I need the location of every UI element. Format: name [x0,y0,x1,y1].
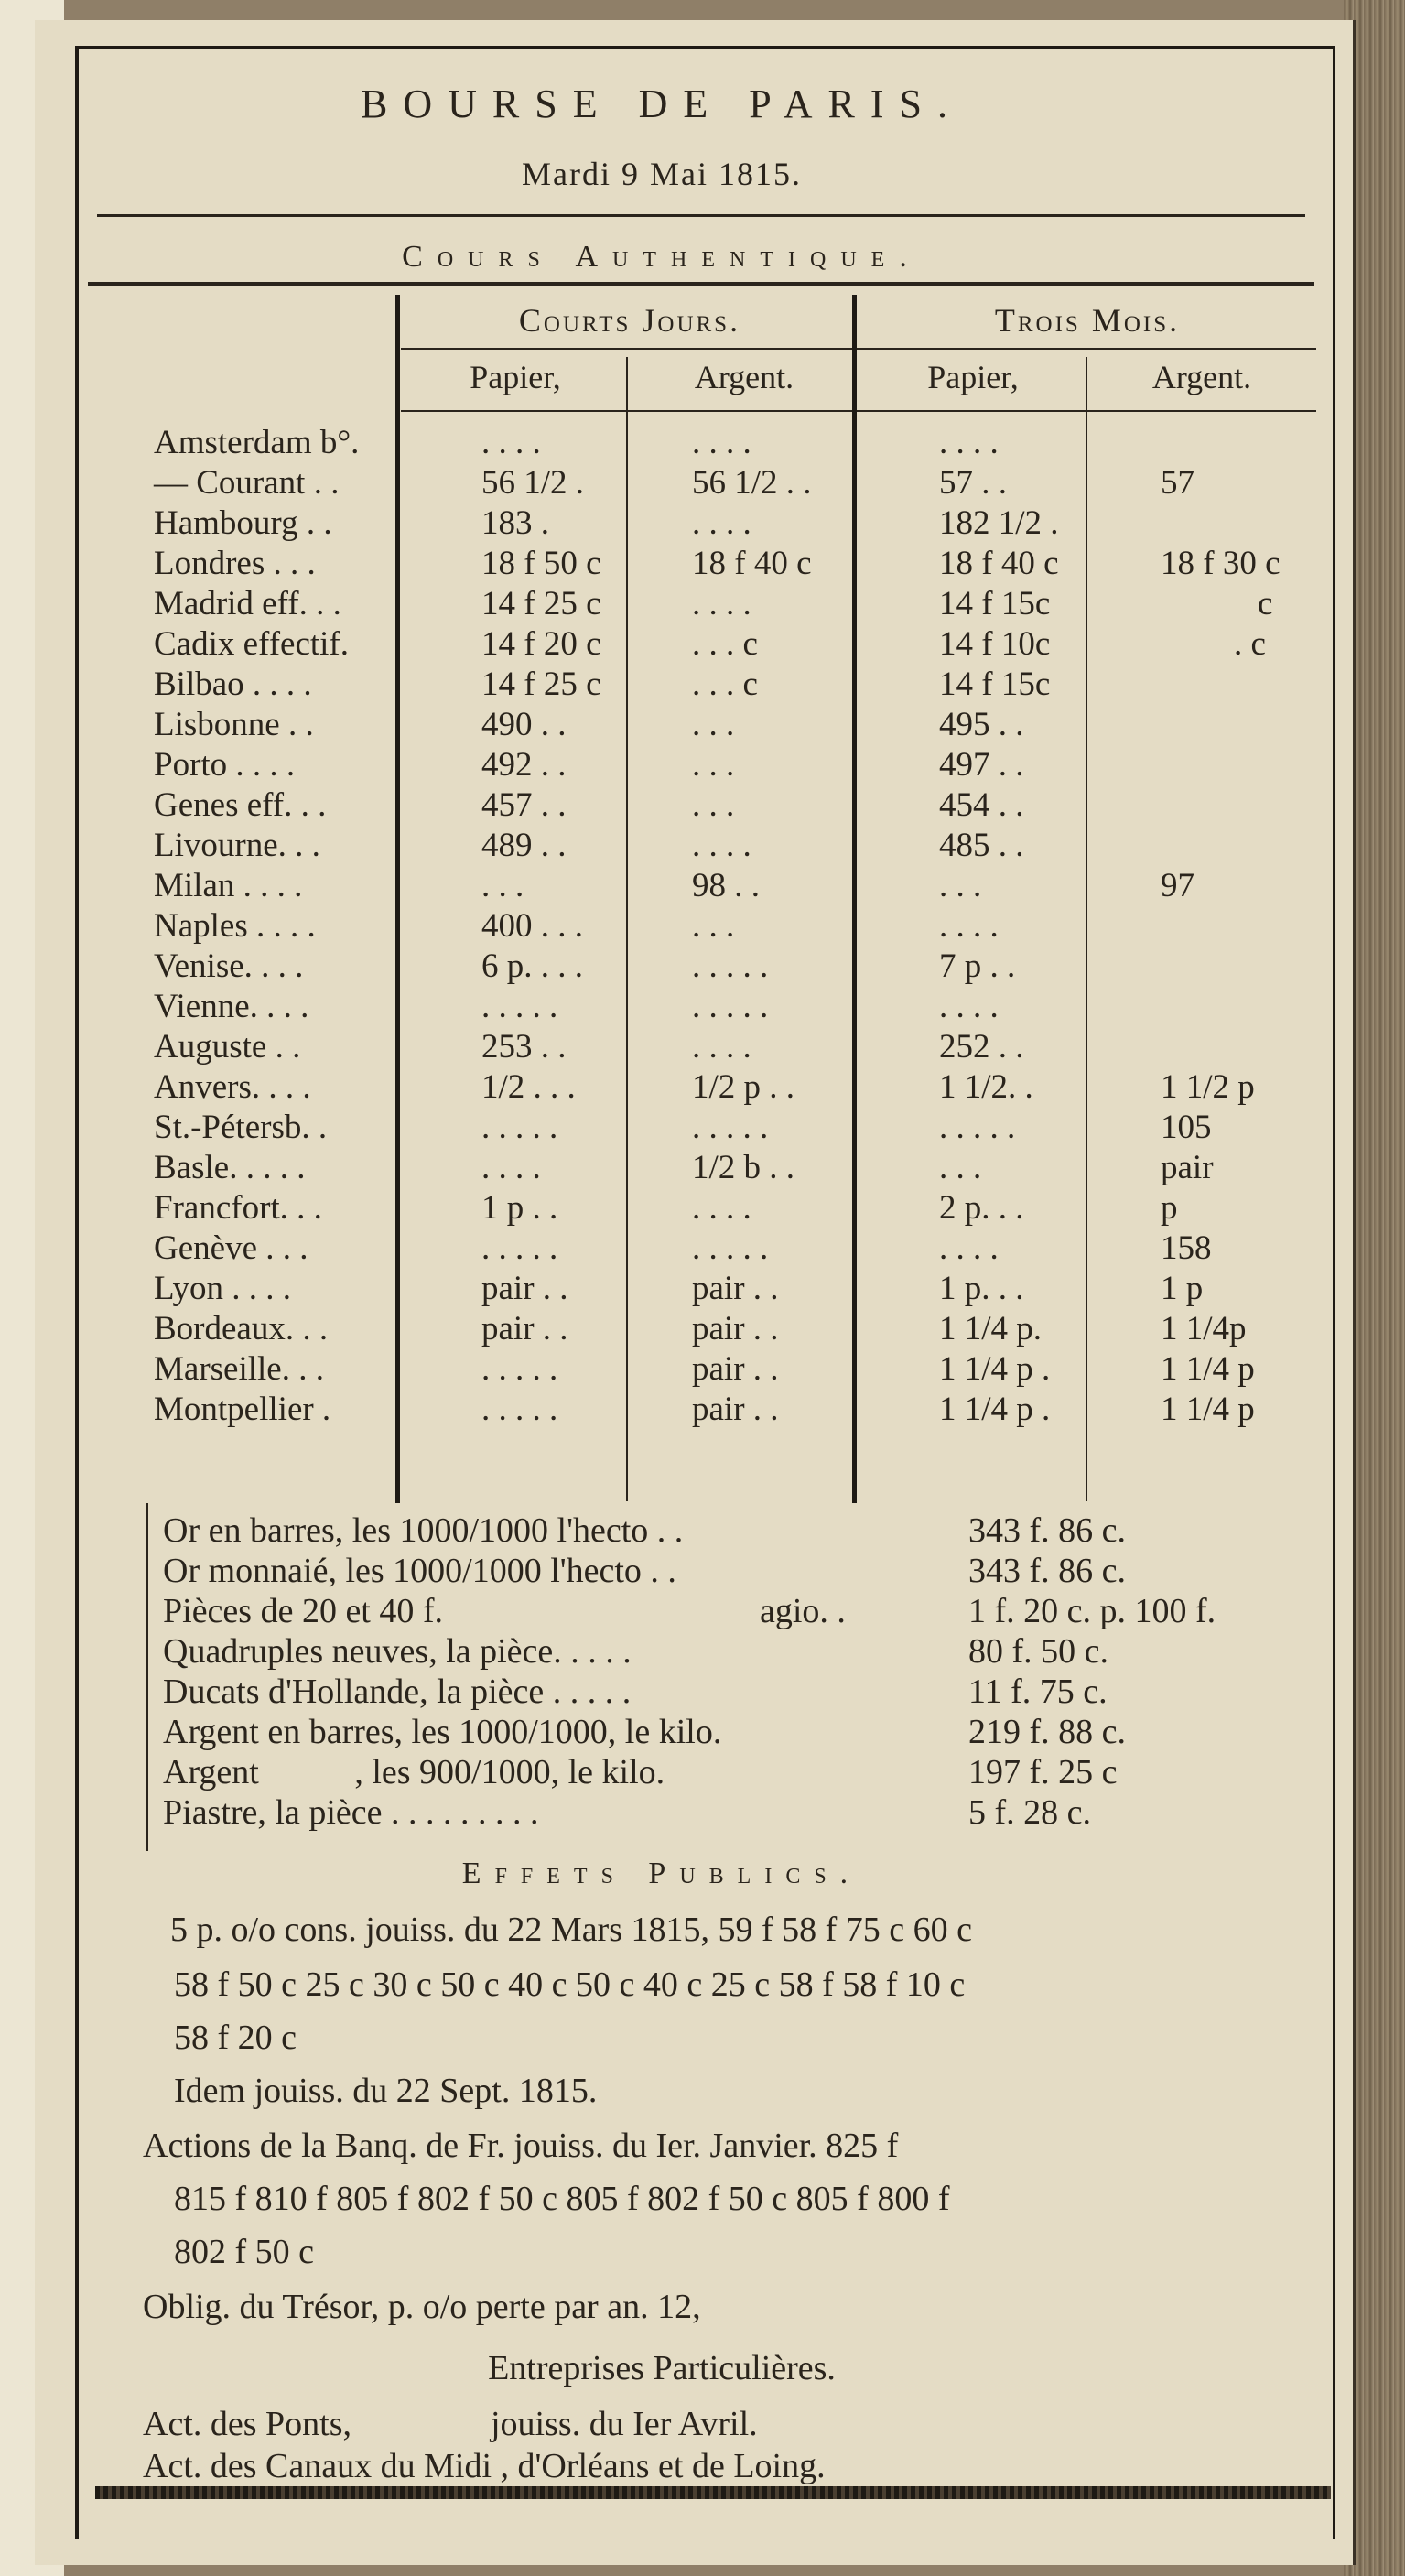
row-place: Cadix effectif. [154,625,350,663]
list-item [35,1631,1344,1672]
cell-courts-papier: 1/2 . . . [481,1068,576,1106]
row-place: Genève . . . [154,1229,308,1267]
metal-agio: agio. . [760,1592,846,1630]
cell-courts-argent: 1/2 p . . [692,1068,795,1106]
cell-trois-papier: . . . [939,1149,982,1186]
cell-trois-argent: pair [1161,1149,1214,1186]
cell-courts-argent: . . . . . [692,947,769,985]
section-heading-entreprises: Entreprises Particulières. [488,2349,836,2387]
cell-trois-papier: . . . [939,867,982,904]
cell-courts-papier: pair . . [481,1310,568,1348]
metal-label: Ducats d'Hollande, la pièce . . . . . [163,1672,632,1711]
metal-label: Pièces de 20 et 40 f. [163,1592,444,1630]
effets-line: Oblig. du Trésor, p. o/o perte par an. 12, [143,2288,701,2326]
cell-courts-papier: 253 . . [481,1028,567,1066]
cell-courts-argent: . . . [692,907,735,945]
cell-trois-papier: 495 . . [939,706,1024,743]
effets-line: 58 f 50 c 25 c 30 c 50 c 40 c 50 c 40 c 25 c 58 f 58 f 10 c [174,1965,966,2004]
cell-courts-argent: 98 . . [692,867,760,904]
cell-courts-papier: . . . . . [481,1109,558,1146]
table-row [35,943,1344,983]
row-place: Livourne. . . [154,827,320,864]
metal-label: Piastre, la pièce . . . . . . . . . [163,1793,539,1832]
cell-courts-argent: . . . . [692,827,751,864]
metal-label: Argent en barres, les 1000/1000, le kilo. [163,1713,722,1751]
cell-courts-papier: pair . . [481,1270,568,1307]
metal-value: 219 f. 88 c. [968,1713,1127,1751]
row-place: Amsterdam b°. [154,424,360,461]
metal-label: Or en barres, les 1000/1000 l'hecto . . [163,1511,684,1550]
cell-courts-papier: . . . . . [481,1391,558,1428]
effets-line: Idem jouiss. du 22 Sept. 1815. [174,2072,598,2110]
row-place: Lisbonne . . [154,706,314,743]
cell-courts-papier: . . . [481,867,524,904]
row-place: St.-Pétersb. . [154,1109,328,1146]
cell-trois-papier: 14 f 15c [939,666,1051,703]
metal-value: 343 f. 86 c. [968,1552,1127,1590]
list-item [35,1510,1344,1551]
cell-trois-papier: . . . . [939,1229,999,1267]
cell-courts-argent: . . . [692,786,735,824]
cell-trois-papier: 14 f 10c [939,625,1051,663]
group-header-rule [401,348,1316,350]
metal-value: 343 f. 86 c. [968,1511,1127,1550]
table-row [35,1346,1344,1386]
subheader-papier-courts: Papier, [470,359,561,395]
page-title: BOURSE DE PARIS. [361,81,963,126]
row-place: Montpellier . [154,1391,331,1428]
subheader-papier-trois: Papier, [927,359,1019,395]
cell-trois-argent: 1 1/2 p [1161,1068,1255,1106]
cell-courts-papier: . . . . . [481,1229,558,1267]
cell-courts-papier: 457 . . [481,786,567,824]
list-item [35,1672,1344,1712]
list-item [35,1551,1344,1591]
table-row [35,621,1344,661]
cell-trois-argent: 1 p [1161,1270,1204,1307]
table-row [35,460,1344,500]
cell-trois-papier: . . . . [939,424,999,461]
table-row [35,1305,1344,1346]
cell-trois-papier: 1 1/2. . [939,1068,1033,1106]
metal-value: 1 f. 20 c. p. 100 f. [968,1592,1216,1630]
cell-trois-argent: 97 [1161,867,1194,904]
section-heading-effets: Effets Publics. [461,1856,862,1890]
subheader-rule [401,410,1316,412]
metal-value: 11 f. 75 c. [968,1672,1108,1711]
cell-trois-papier: 1 1/4 p . [939,1350,1051,1388]
row-place: Porto . . . . [154,746,296,784]
cell-trois-argent: 105 [1161,1109,1212,1146]
section-heading-cours: Cours Authentique. [402,240,922,274]
row-place: Madrid eff. . . [154,585,341,622]
row-place: Vienne. . . . [154,988,309,1025]
cell-trois-papier: 1 p. . . [939,1270,1024,1307]
metal-value: 80 f. 50 c. [968,1632,1109,1671]
cell-trois-papier: 2 p. . . [939,1189,1024,1227]
cell-trois-argent: . c [1234,625,1266,663]
metal-value: 197 f. 25 c [968,1753,1118,1791]
cell-trois-papier: 454 . . [939,786,1024,824]
table-row [35,500,1344,540]
table-row [35,1064,1344,1104]
cell-courts-papier: . . . . [481,424,541,461]
header-courts-jours: Courts Jours. [518,302,741,339]
cell-courts-papier: 18 f 50 c [481,545,601,582]
cell-courts-argent: pair . . [692,1310,779,1348]
cell-courts-papier: . . . . . [481,988,558,1025]
table-row [35,862,1344,903]
printed-page [35,20,1356,2565]
table-row [35,1023,1344,1064]
row-place: Lyon . . . . [154,1270,292,1307]
cell-courts-argent: pair . . [692,1270,779,1307]
cell-trois-argent: 158 [1161,1229,1212,1267]
table-row [35,741,1344,782]
cell-trois-papier: 252 . . [939,1028,1024,1066]
table-row [35,1225,1344,1265]
cell-courts-papier: 6 p. . . . [481,947,583,985]
cell-trois-argent: 1 1/4 p [1161,1350,1255,1388]
table-row [35,540,1344,580]
title-rule [97,214,1305,217]
cell-trois-argent: 1 1/4p [1161,1310,1247,1348]
cell-courts-argent: . . . c [692,666,758,703]
row-place: Francfort. . . [154,1189,322,1227]
row-place: Basle. . . . . [154,1149,306,1186]
row-place: Venise. . . . [154,947,304,985]
table-row [35,822,1344,862]
list-item [35,1712,1344,1752]
list-item [35,1752,1344,1792]
cell-courts-argent: . . . . . [692,1229,769,1267]
cell-courts-papier: 489 . . [481,827,567,864]
table-row [35,903,1344,943]
header-trois-mois: Trois Mois. [994,302,1181,339]
table-row [35,419,1344,460]
metal-label: Quadruples neuves, la pièce. . . . . [163,1632,632,1671]
cell-courts-papier: . . . . [481,1149,541,1186]
metal-label: Or monnaié, les 1000/1000 l'hecto . . [163,1552,676,1590]
cell-trois-papier: 1 1/4 p. [939,1310,1043,1348]
cell-trois-papier: 485 . . [939,827,1024,864]
cell-courts-argent: . . . . . [692,988,769,1025]
section-rule [88,282,1314,286]
cell-courts-argent: . . . . [692,585,751,622]
cell-courts-papier: 14 f 25 c [481,666,601,703]
cell-courts-argent: 18 f 40 c [692,545,812,582]
row-place: Genes eff. . . [154,786,327,824]
cell-courts-papier: 490 . . [481,706,567,743]
row-place: Auguste . . [154,1028,301,1066]
metal-value: 5 f. 28 c. [968,1793,1092,1832]
cell-trois-argent: p [1161,1189,1178,1227]
cell-courts-argent: . . . . . [692,1109,769,1146]
table-row [35,1104,1344,1144]
table-row [35,1386,1344,1426]
cell-trois-papier: 57 . . [939,464,1007,502]
subheader-argent-trois: Argent. [1151,359,1252,395]
table-row [35,661,1344,701]
cell-courts-papier: 14 f 25 c [481,585,601,622]
cell-courts-argent: 56 1/2 . . [692,464,812,502]
row-place: Marseille. . . [154,1350,324,1388]
effets-line: 802 f 50 c [174,2233,315,2271]
table-row [35,701,1344,741]
table-row [35,782,1344,822]
row-place: Naples . . . . [154,907,316,945]
effets-line: 5 p. o/o cons. jouiss. du 22 Mars 1815, 59 f 58 f 75 c 60 c [170,1910,973,1949]
effets-line: 815 f 810 f 805 f 802 f 50 c 805 f 802 f 50 c 805 f 800 f [174,2180,950,2218]
cell-courts-argent: pair . . [692,1350,779,1388]
row-place: Anvers. . . . [154,1068,311,1106]
entreprises-line: Act. des Ponts, jouiss. du Ier Avril. [143,2405,758,2443]
list-item [35,1792,1344,1833]
cell-courts-papier: 492 . . [481,746,567,784]
cell-courts-argent: 1/2 b . . [692,1149,795,1186]
cell-trois-papier: 497 . . [939,746,1024,784]
list-item [35,1591,1344,1631]
cell-courts-argent: . . . [692,706,735,743]
cell-trois-papier: . . . . . [939,1109,1016,1146]
cell-courts-papier: . . . . . [481,1350,558,1388]
effets-line: 58 f 20 c [174,2019,297,2057]
table-row [35,1185,1344,1225]
cell-trois-papier: . . . . [939,988,999,1025]
row-place: — Courant . . [154,464,340,502]
cell-courts-papier: 183 . [481,504,549,542]
cell-trois-argent: 57 [1161,464,1194,502]
cell-trois-papier: 182 1/2 . [939,504,1059,542]
subheader-argent-courts: Argent. [694,359,794,395]
cell-courts-argent: . . . . [692,424,751,461]
page-date: Mardi 9 Mai 1815. [522,156,802,192]
cell-courts-argent: . . . . [692,504,751,542]
cell-courts-argent: . . . . [692,1028,751,1066]
cell-trois-papier: 1 1/4 p . [939,1391,1051,1428]
table-row [35,1265,1344,1305]
cell-trois-argent: 1 1/4 p [1161,1391,1255,1428]
cell-trois-argent: 18 f 30 c [1161,545,1281,582]
cell-trois-papier: . . . . [939,907,999,945]
row-place: Londres . . . [154,545,316,582]
cell-courts-papier: 14 f 20 c [481,625,601,663]
entreprises-line: Act. des Canaux du Midi , d'Orléans et de Loing. [143,2447,826,2485]
table-row [35,580,1344,621]
row-place: Milan . . . . [154,867,303,904]
table-row [35,983,1344,1023]
cell-trois-argent: c [1258,585,1273,622]
cell-courts-papier: 1 p . . [481,1189,558,1227]
cell-courts-papier: 400 . . . [481,907,583,945]
metal-label: Argent , les 900/1000, le kilo. [163,1753,665,1791]
cell-courts-argent: pair . . [692,1391,779,1428]
cell-courts-argent: . . . . [692,1189,751,1227]
cell-trois-papier: 18 f 40 c [939,545,1059,582]
table-row [35,1144,1344,1185]
cell-courts-argent: . . . c [692,625,758,663]
cell-courts-argent: . . . [692,746,735,784]
row-place: Hambourg . . [154,504,332,542]
cell-trois-papier: 7 p . . [939,947,1016,985]
row-place: Bilbao . . . . [154,666,312,703]
effets-line: Actions de la Banq. de Fr. jouiss. du Ier. Janvier. 825 f [143,2127,899,2165]
row-place: Bordeaux. . . [154,1310,329,1348]
cell-courts-papier: 56 1/2 . [481,464,585,502]
cell-trois-papier: 14 f 15c [939,585,1051,622]
bottom-rule [95,2486,1331,2499]
